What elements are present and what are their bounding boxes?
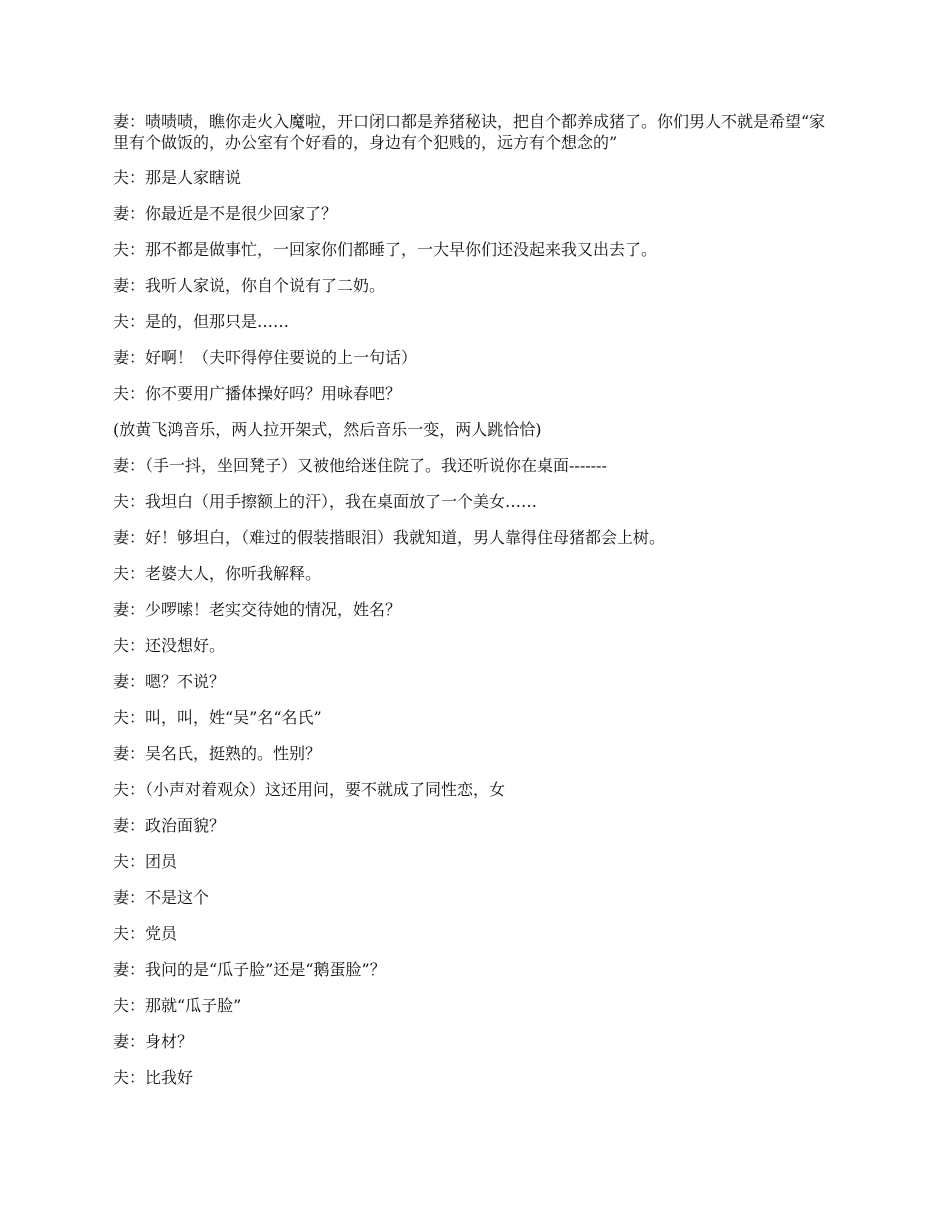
dialogue-line: 妻：吴名氏，挺熟的。性别？ <box>113 744 322 763</box>
dialogue-line: 夫：你不要用广播体操好吗？用咏春吧？ <box>113 384 402 403</box>
stage-direction: (放黄飞鸿音乐，两人拉开架式，然后音乐一变，两人跳恰恰) <box>113 420 542 439</box>
dialogue-line: 妻：嗯？不说？ <box>113 672 226 691</box>
dialogue-line: 夫：那不都是做事忙，一回家你们都睡了，一大早你们还没起来我又出去了。 <box>113 240 658 259</box>
dialogue-line: 妻：啧啧啧，瞧你走火入魔啦，开口闭口都是养猪秘诀，把自个都养成猪了。你们男人不就是希望“家里有个做饭的，办公室有个好看的，身边有个犯贱的，远方有个想念的” <box>113 112 826 152</box>
dialogue-line: 夫：叫，叫，姓“吴”名“名氏” <box>113 708 322 727</box>
dialogue-line: 夫：是的，但那只是…… <box>113 312 290 331</box>
dialogue-line: 夫：团员 <box>113 852 178 871</box>
dialogue-line: 夫：比我好 <box>113 1068 194 1087</box>
dialogue-line: 夫：那就“瓜子脸” <box>113 996 242 1015</box>
dialogue-line: 妻：（手一抖，坐回凳子）又被他给迷住院了。我还听说你在桌面------- <box>113 456 607 475</box>
dialogue-line: 妻：少啰嗦！老实交待她的情况，姓名？ <box>113 600 402 619</box>
dialogue-line: 妻：我问的是“瓜子脸”还是“鹅蛋脸”？ <box>113 960 386 979</box>
dialogue-line: 夫：还没想好。 <box>113 636 226 655</box>
dialogue-line: 夫：那是人家瞎说 <box>113 168 242 187</box>
dialogue-line: 妻：好！够坦白，（难过的假装揩眼泪）我就知道，男人靠得住母猪都会上树。 <box>113 528 666 547</box>
dialogue-line: 夫：我坦白（用手擦额上的汗），我在桌面放了一个美女…… <box>113 492 538 511</box>
dialogue-line: 妻：你最近是不是很少回家了？ <box>113 204 338 223</box>
dialogue-line: 妻：身材？ <box>113 1032 194 1051</box>
dialogue-line: 妻：政治面貌？ <box>113 816 226 835</box>
dialogue-line: 夫：党员 <box>113 924 178 943</box>
dialogue-line: 妻：我听人家说，你自个说有了二奶。 <box>113 276 386 295</box>
dialogue-line: 妻：好啊！（夫吓得停住要说的上一句话） <box>113 348 418 367</box>
dialogue-line: 夫：老婆大人，你听我解释。 <box>113 564 322 583</box>
dialogue-line: 妻：不是这个 <box>113 888 210 907</box>
dialogue-text <box>113 111 841 1103</box>
dialogue-line: 夫：（小声对着观众）这还用问，要不就成了同性恋，女 <box>113 780 506 799</box>
